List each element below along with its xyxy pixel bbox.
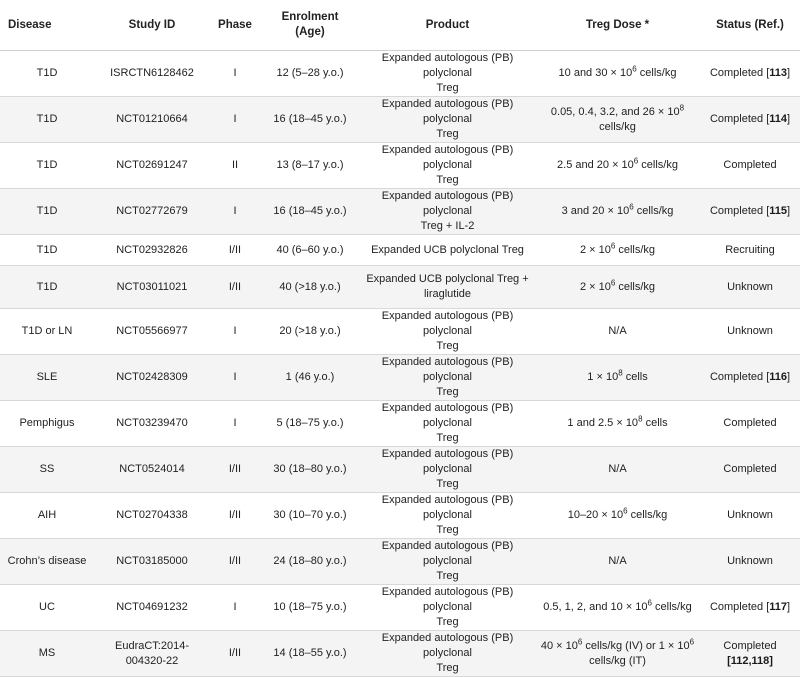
study-id-text: NCT02691247 — [116, 159, 188, 171]
product-text: Expanded autologous (PB) polyclonal — [381, 448, 514, 475]
table-row — [0, 585, 800, 631]
table-row — [0, 235, 800, 266]
cell-enrolment — [260, 539, 360, 585]
cell-status — [700, 355, 800, 401]
header-enrolment-line2: (Age) — [295, 26, 325, 38]
dose-text-line2: cells/kg — [599, 120, 636, 133]
dose-exponent-2: 6 — [689, 636, 695, 646]
reference-link[interactable]: 115 — [769, 205, 787, 217]
header-status: Status (Ref.) — [700, 0, 800, 51]
cell-study-id — [94, 235, 210, 266]
cell-product — [360, 539, 535, 585]
product-text-line2: Treg — [436, 128, 459, 140]
cell-study-id — [94, 585, 210, 631]
cell-phase — [210, 631, 260, 677]
table-row — [0, 493, 800, 539]
enrolment-text: 14 (18–55 y.o.) — [273, 647, 347, 659]
product-text-line2: Treg — [436, 82, 459, 94]
dose-exponent: 6 — [610, 240, 616, 250]
product-text: Expanded autologous (PB) polyclonal — [381, 310, 514, 337]
product-text-line2: Treg — [436, 662, 459, 674]
reference-link[interactable]: 116 — [769, 371, 787, 383]
cell-disease — [0, 266, 94, 309]
dose-exponent: 6 — [623, 506, 628, 516]
dose-exponent: 6 — [629, 202, 634, 212]
cell-phase — [210, 143, 260, 189]
cell-status — [700, 189, 800, 235]
cell-enrolment — [260, 235, 360, 266]
status-text: Completed — [723, 639, 777, 652]
status-text: Completed — [723, 159, 777, 171]
cell-treg-dose — [535, 97, 700, 143]
cell-disease — [0, 355, 94, 401]
phase-text: I — [233, 371, 237, 383]
dose-unit: cells — [622, 371, 648, 383]
study-id-text: EudraCT:2014-004320-22 — [115, 639, 189, 667]
disease-text: Crohn’s disease — [7, 555, 87, 567]
cell-treg-dose — [535, 585, 700, 631]
dose-text: N/A — [608, 555, 627, 567]
status-text: Unknown — [727, 509, 773, 521]
status-bracket: ] — [787, 371, 791, 383]
dose-text: 10–20 × 10 — [567, 509, 624, 521]
disease-text: T1D — [36, 243, 58, 256]
cell-product — [360, 355, 535, 401]
product-text: Expanded autologous (PB) polyclonal — [381, 540, 514, 567]
enrolment-text: 40 (>18 y.o.) — [279, 280, 341, 293]
dose-exponent: 8 — [618, 368, 623, 378]
product-text: Expanded autologous (PB) polyclonal — [381, 402, 514, 429]
product-text: Expanded autologous (PB) polyclonal — [381, 632, 514, 659]
cell-phase — [210, 401, 260, 447]
cell-treg-dose — [535, 51, 700, 97]
cell-treg-dose — [535, 401, 700, 447]
cell-study-id — [94, 309, 210, 355]
cell-phase — [210, 235, 260, 266]
cell-treg-dose — [535, 235, 700, 266]
cell-study-id — [94, 493, 210, 539]
disease-text: T1D — [36, 280, 58, 293]
cell-treg-dose — [535, 266, 700, 309]
cell-disease — [0, 51, 94, 97]
cell-status — [700, 143, 800, 189]
header-enrolment-line1: Enrolment — [281, 11, 339, 23]
product-text-line2: Treg — [436, 570, 459, 582]
cell-status — [700, 235, 800, 266]
product-text: Expanded autologous (PB) polyclonal — [381, 586, 514, 613]
table-row — [0, 189, 800, 235]
enrolment-text: 13 (8–17 y.o.) — [276, 159, 344, 171]
product-text: Expanded autologous (PB) polyclonal — [381, 52, 514, 79]
dose-unit: cells/kg — [615, 243, 656, 256]
enrolment-text: 30 (18–80 y.o.) — [273, 463, 347, 475]
cell-study-id — [94, 631, 210, 677]
table-row — [0, 51, 800, 97]
cell-status — [700, 493, 800, 539]
status-text: Recruiting — [725, 243, 775, 256]
cell-enrolment — [260, 189, 360, 235]
dose-unit: cells/kg (IV) or 1 × 10 — [582, 639, 690, 652]
cell-status — [700, 97, 800, 143]
dose-exponent: 6 — [633, 156, 639, 166]
cell-study-id — [94, 143, 210, 189]
table-row — [0, 355, 800, 401]
study-id-text: NCT03185000 — [116, 555, 188, 567]
cell-disease — [0, 585, 94, 631]
status-bracket: ] — [787, 205, 791, 217]
dose-exponent: 8 — [638, 414, 643, 424]
cell-treg-dose — [535, 355, 700, 401]
product-text-line2: Treg + IL-2 — [420, 220, 475, 232]
status-bracket: ] — [787, 601, 791, 613]
product-text: Expanded UCB polyclonal Treg + — [366, 273, 529, 285]
status-text: Completed — [723, 463, 777, 475]
study-id-text: ISRCTN6128462 — [110, 67, 194, 79]
dose-unit: cells/kg — [627, 509, 668, 521]
cell-status — [700, 539, 800, 585]
header-study-id: Study ID — [94, 0, 210, 51]
cell-enrolment — [260, 631, 360, 677]
enrolment-text: 40 (6–60 y.o.) — [276, 243, 344, 256]
cell-product — [360, 189, 535, 235]
cell-product — [360, 97, 535, 143]
product-text: Expanded autologous (PB) polyclonal — [381, 190, 514, 217]
study-id-text: NCT01210664 — [116, 113, 188, 125]
cell-disease — [0, 143, 94, 189]
study-id-text: NCT05566977 — [116, 325, 188, 337]
cell-product — [360, 401, 535, 447]
enrolment-text: 12 (5–28 y.o.) — [276, 67, 344, 79]
cell-treg-dose — [535, 143, 700, 189]
cell-status — [700, 51, 800, 97]
phase-text: I — [233, 205, 237, 217]
cell-treg-dose — [535, 309, 700, 355]
cell-enrolment — [260, 355, 360, 401]
status-text: Completed — [723, 417, 777, 429]
cell-treg-dose — [535, 493, 700, 539]
study-id-text: NCT03239470 — [116, 417, 188, 429]
product-text-line2: Treg — [436, 616, 459, 628]
status-text: Completed [ — [709, 113, 770, 125]
header-disease: Disease — [0, 0, 94, 51]
header-enrolment — [260, 0, 360, 51]
product-text: Expanded autologous (PB) polyclonal — [381, 494, 514, 521]
cell-product — [360, 143, 535, 189]
disease-text: MS — [38, 647, 56, 659]
dose-exponent: 6 — [610, 277, 616, 287]
enrolment-text: 10 (18–75 y.o.) — [273, 601, 347, 613]
cell-status — [700, 447, 800, 493]
table-row — [0, 631, 800, 677]
dose-text: N/A — [608, 325, 627, 337]
disease-text: T1D — [36, 159, 58, 171]
disease-text: T1D or LN — [21, 325, 73, 337]
product-text: Expanded UCB polyclonal Treg — [371, 243, 524, 256]
product-text-line2: Treg — [436, 174, 459, 186]
phase-text: I — [233, 417, 237, 429]
table-row — [0, 309, 800, 355]
dose-exponent: 6 — [632, 64, 637, 74]
enrolment-text: 24 (18–80 y.o.) — [273, 555, 347, 567]
phase-text: I — [233, 67, 237, 79]
cell-enrolment — [260, 401, 360, 447]
cell-study-id — [94, 355, 210, 401]
cell-phase — [210, 309, 260, 355]
status-bracket: ] — [787, 113, 791, 125]
enrolment-text: 20 (>18 y.o.) — [279, 325, 341, 337]
cell-product — [360, 266, 535, 309]
cell-product — [360, 585, 535, 631]
product-text-line2: Treg — [436, 340, 459, 352]
disease-text: Pemphigus — [19, 417, 75, 429]
disease-text: T1D — [36, 205, 58, 217]
header-phase: Phase — [210, 0, 260, 51]
product-text: Expanded autologous (PB) polyclonal — [381, 356, 514, 383]
cell-disease — [0, 631, 94, 677]
cell-disease — [0, 493, 94, 539]
cell-study-id — [94, 447, 210, 493]
dose-text: 0.5, 1, 2, and 10 × 10 — [543, 601, 648, 613]
cell-status — [700, 631, 800, 677]
cell-status — [700, 266, 800, 309]
cell-disease — [0, 189, 94, 235]
phase-text: I/II — [228, 243, 242, 256]
cell-phase — [210, 97, 260, 143]
phase-text: I — [233, 601, 237, 613]
cell-enrolment — [260, 143, 360, 189]
phase-text: I/II — [228, 280, 242, 293]
product-text: Expanded autologous (PB) polyclonal — [381, 144, 514, 171]
cell-study-id — [94, 539, 210, 585]
dose-exponent: 6 — [577, 636, 583, 646]
cell-product — [360, 447, 535, 493]
dose-text: 0.05, 0.4, 3.2, and 26 × 10 — [550, 105, 680, 118]
cell-phase — [210, 585, 260, 631]
product-text: Expanded autologous (PB) polyclonal — [381, 98, 514, 125]
dose-text: 2.5 and 20 × 10 — [557, 159, 634, 171]
cell-disease — [0, 401, 94, 447]
enrolment-text: 5 (18–75 y.o.) — [276, 417, 344, 429]
cell-study-id — [94, 51, 210, 97]
cell-phase — [210, 447, 260, 493]
table-row — [0, 266, 800, 309]
table-row — [0, 401, 800, 447]
dose-unit: cells/kg — [638, 159, 678, 171]
dose-exponent: 6 — [647, 598, 652, 608]
cell-disease — [0, 309, 94, 355]
cell-disease — [0, 235, 94, 266]
phase-text: I/II — [228, 509, 242, 521]
cell-product — [360, 51, 535, 97]
cell-study-id — [94, 189, 210, 235]
disease-text: UC — [39, 601, 55, 613]
disease-text: T1D — [36, 113, 58, 125]
cell-enrolment — [260, 585, 360, 631]
disease-text: T1D — [36, 67, 58, 79]
cell-phase — [210, 493, 260, 539]
disease-text: SS — [39, 463, 55, 475]
header-row — [0, 0, 800, 51]
product-text-line2: liraglutide — [423, 288, 472, 300]
cell-product — [360, 631, 535, 677]
cell-enrolment — [260, 447, 360, 493]
study-id-text: NCT02428309 — [116, 371, 188, 383]
cell-product — [360, 309, 535, 355]
dose-text: 3 and 20 × 10 — [561, 205, 630, 217]
phase-text: II — [231, 159, 239, 171]
phase-text: I/II — [228, 555, 242, 567]
product-text-line2: Treg — [436, 478, 459, 490]
study-id-text: NCT04691232 — [116, 601, 188, 613]
cell-disease — [0, 539, 94, 585]
dose-exponent: 8 — [679, 102, 685, 112]
cell-phase — [210, 51, 260, 97]
header-product: Product — [360, 0, 535, 51]
enrolment-text: 30 (10–70 y.o.) — [273, 509, 347, 521]
table-row — [0, 539, 800, 585]
dose-unit: cells/kg — [633, 205, 674, 217]
cell-status — [700, 309, 800, 355]
cell-treg-dose — [535, 189, 700, 235]
enrolment-text: 16 (18–45 y.o.) — [273, 205, 347, 217]
table-body — [0, 51, 800, 677]
dose-text: N/A — [608, 463, 627, 475]
dose-text: 2 × 10 — [579, 280, 611, 293]
phase-text: I — [233, 325, 237, 337]
status-text: Completed [ — [709, 601, 770, 613]
cell-study-id — [94, 266, 210, 309]
phase-text: I/II — [228, 647, 242, 659]
product-text-line2: Treg — [436, 432, 459, 444]
reference-link[interactable]: 114 — [769, 113, 787, 125]
status-text: Unknown — [727, 280, 773, 293]
status-text: Completed [ — [709, 371, 770, 383]
cell-enrolment — [260, 97, 360, 143]
dose-text: 40 × 10 — [540, 639, 578, 652]
status-text: Completed [ — [709, 205, 770, 217]
dose-text-line2: cells/kg (IT) — [589, 654, 646, 667]
cell-study-id — [94, 97, 210, 143]
cell-treg-dose — [535, 539, 700, 585]
study-id-text: NCT02704338 — [116, 509, 188, 521]
study-id-text: NCT02772679 — [116, 205, 188, 217]
cell-enrolment — [260, 51, 360, 97]
disease-text: AIH — [37, 509, 57, 521]
cell-study-id — [94, 401, 210, 447]
cell-enrolment — [260, 266, 360, 309]
cell-enrolment — [260, 493, 360, 539]
cell-treg-dose — [535, 447, 700, 493]
disease-text: SLE — [36, 371, 58, 383]
cell-product — [360, 493, 535, 539]
phase-text: I/II — [228, 463, 242, 475]
cell-disease — [0, 447, 94, 493]
enrolment-text: 1 (46 y.o.) — [285, 371, 335, 383]
cell-phase — [210, 266, 260, 309]
header-treg-dose: Treg Dose * — [535, 0, 700, 51]
table-row — [0, 143, 800, 189]
status-bracket: ] — [787, 67, 791, 79]
reference-link[interactable]: 117 — [769, 601, 787, 613]
cell-phase — [210, 539, 260, 585]
dose-text: 1 × 10 — [587, 371, 619, 383]
cell-disease — [0, 97, 94, 143]
dose-unit: cells — [642, 417, 668, 429]
dose-unit: cells/kg — [615, 280, 656, 293]
product-text-line2: Treg — [436, 386, 459, 398]
dose-text: 10 and 30 × 10 — [558, 67, 633, 79]
cell-status — [700, 401, 800, 447]
reference-link[interactable]: 113 — [769, 67, 787, 79]
study-id-text: NCT03011021 — [116, 280, 188, 293]
study-id-text: NCT02932826 — [116, 243, 188, 256]
enrolment-text: 16 (18–45 y.o.) — [273, 113, 347, 125]
table-row — [0, 97, 800, 143]
cell-phase — [210, 355, 260, 401]
cell-phase — [210, 189, 260, 235]
status-text: Completed [ — [709, 67, 770, 79]
study-id-text: NCT0524014 — [119, 463, 185, 475]
product-text-line2: Treg — [436, 524, 459, 536]
status-text: Unknown — [727, 555, 773, 567]
cell-status — [700, 585, 800, 631]
dose-text: 1 and 2.5 × 10 — [567, 417, 639, 429]
cell-enrolment — [260, 309, 360, 355]
status-text: Unknown — [727, 325, 773, 337]
table-row — [0, 447, 800, 493]
dose-unit: cells/kg — [651, 601, 692, 613]
dose-unit: cells/kg — [636, 67, 677, 79]
cell-treg-dose — [535, 631, 700, 677]
reference-link[interactable]: [112,118] — [727, 654, 773, 667]
cell-product — [360, 235, 535, 266]
phase-text: I — [233, 113, 237, 125]
dose-text: 2 × 10 — [579, 243, 611, 256]
